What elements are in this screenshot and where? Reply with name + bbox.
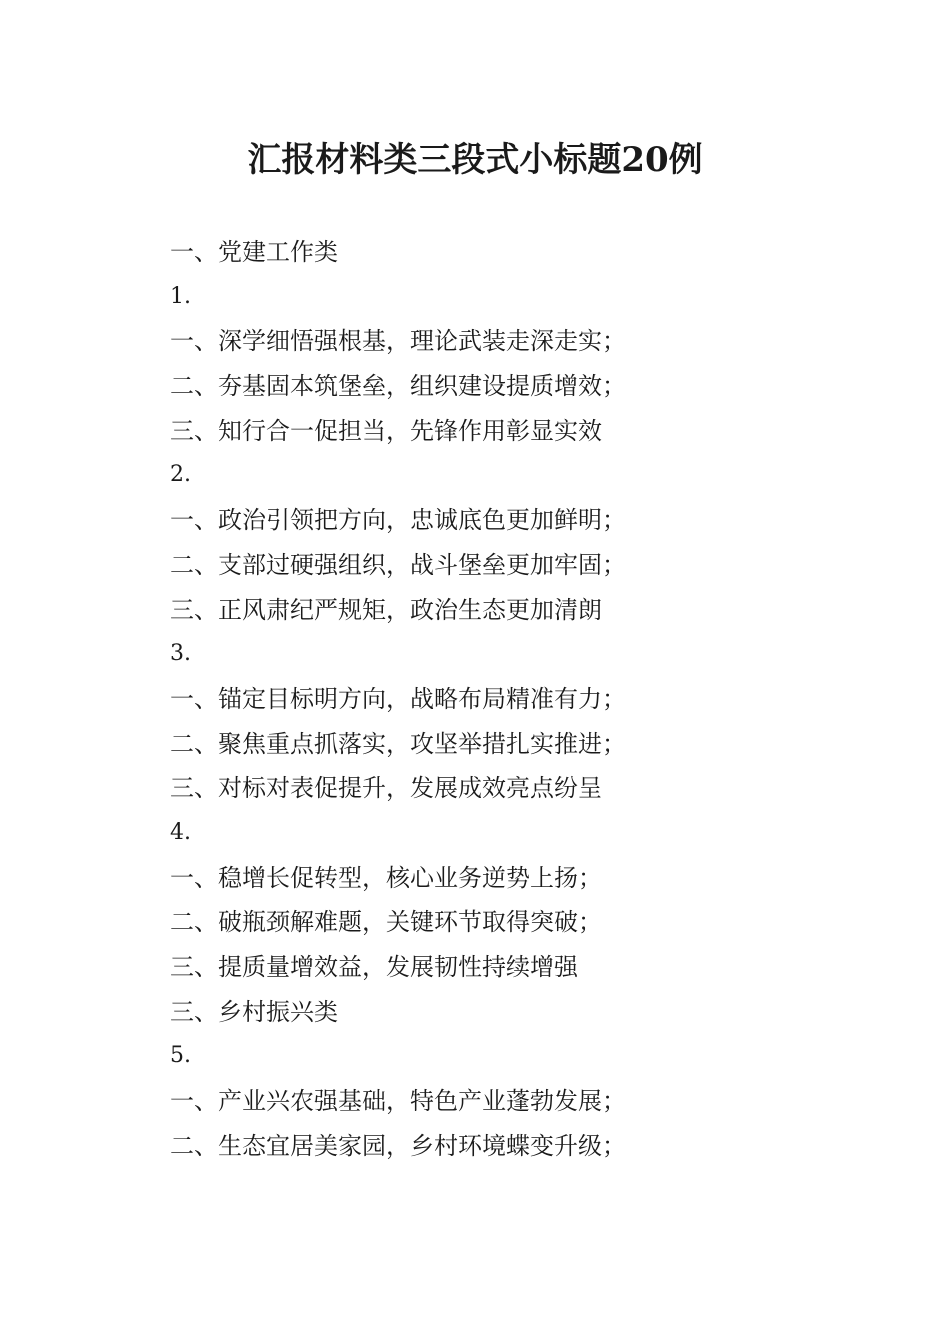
subheading-line: 二、破瓶颈解难题，关键环节取得突破； [170, 908, 602, 937]
subheading-line: 一、深学细悟强根基，理论武装走深走实； [170, 327, 626, 356]
document-body [170, 230, 870, 1168]
subheading-line: 三、对标对表促提升，发展成效亮点纷呈 [170, 774, 602, 803]
subheading-line: 一、锚定目标明方向，战略布局精准有力； [170, 684, 626, 713]
item-number: 3. [170, 641, 191, 667]
item-number: 1. [170, 283, 191, 309]
item-number: 4. [170, 819, 191, 845]
subheading-line: 一、稳增长促转型，核心业务逆势上扬； [170, 863, 602, 892]
subheading-line: 一、政治引领把方向，忠诚底色更加鲜明； [170, 506, 626, 535]
section-heading: 三、乡村振兴类 [170, 997, 338, 1026]
page-title: 汇报材料类三段式小标题20例 [247, 140, 703, 180]
subheading-line: 三、正风肃纪严规矩，政治生态更加清朗 [170, 595, 602, 624]
item-number: 2. [170, 462, 191, 488]
subheading-line: 二、生态宜居美家园，乡村环境蝶变升级； [170, 1131, 626, 1160]
subheading-line: 二、夯基固本筑堡垒，组织建设提质增效； [170, 372, 626, 401]
subheading-line: 三、提质量增效益，发展韧性持续增强 [170, 953, 578, 981]
subheading-line: 三、知行合一促担当，先锋作用彰显实效 [170, 416, 602, 445]
subheading-line: 一、产业兴农强基础，特色产业蓬勃发展； [170, 1087, 626, 1116]
subheading-line: 二、支部过硬强组织，战斗堡垒更加牢固； [170, 550, 626, 579]
subheading-line: 二、聚焦重点抓落实，攻坚举措扎实推进； [170, 729, 626, 758]
item-number: 5. [170, 1043, 191, 1069]
section-heading: 一、党建工作类 [170, 238, 338, 266]
